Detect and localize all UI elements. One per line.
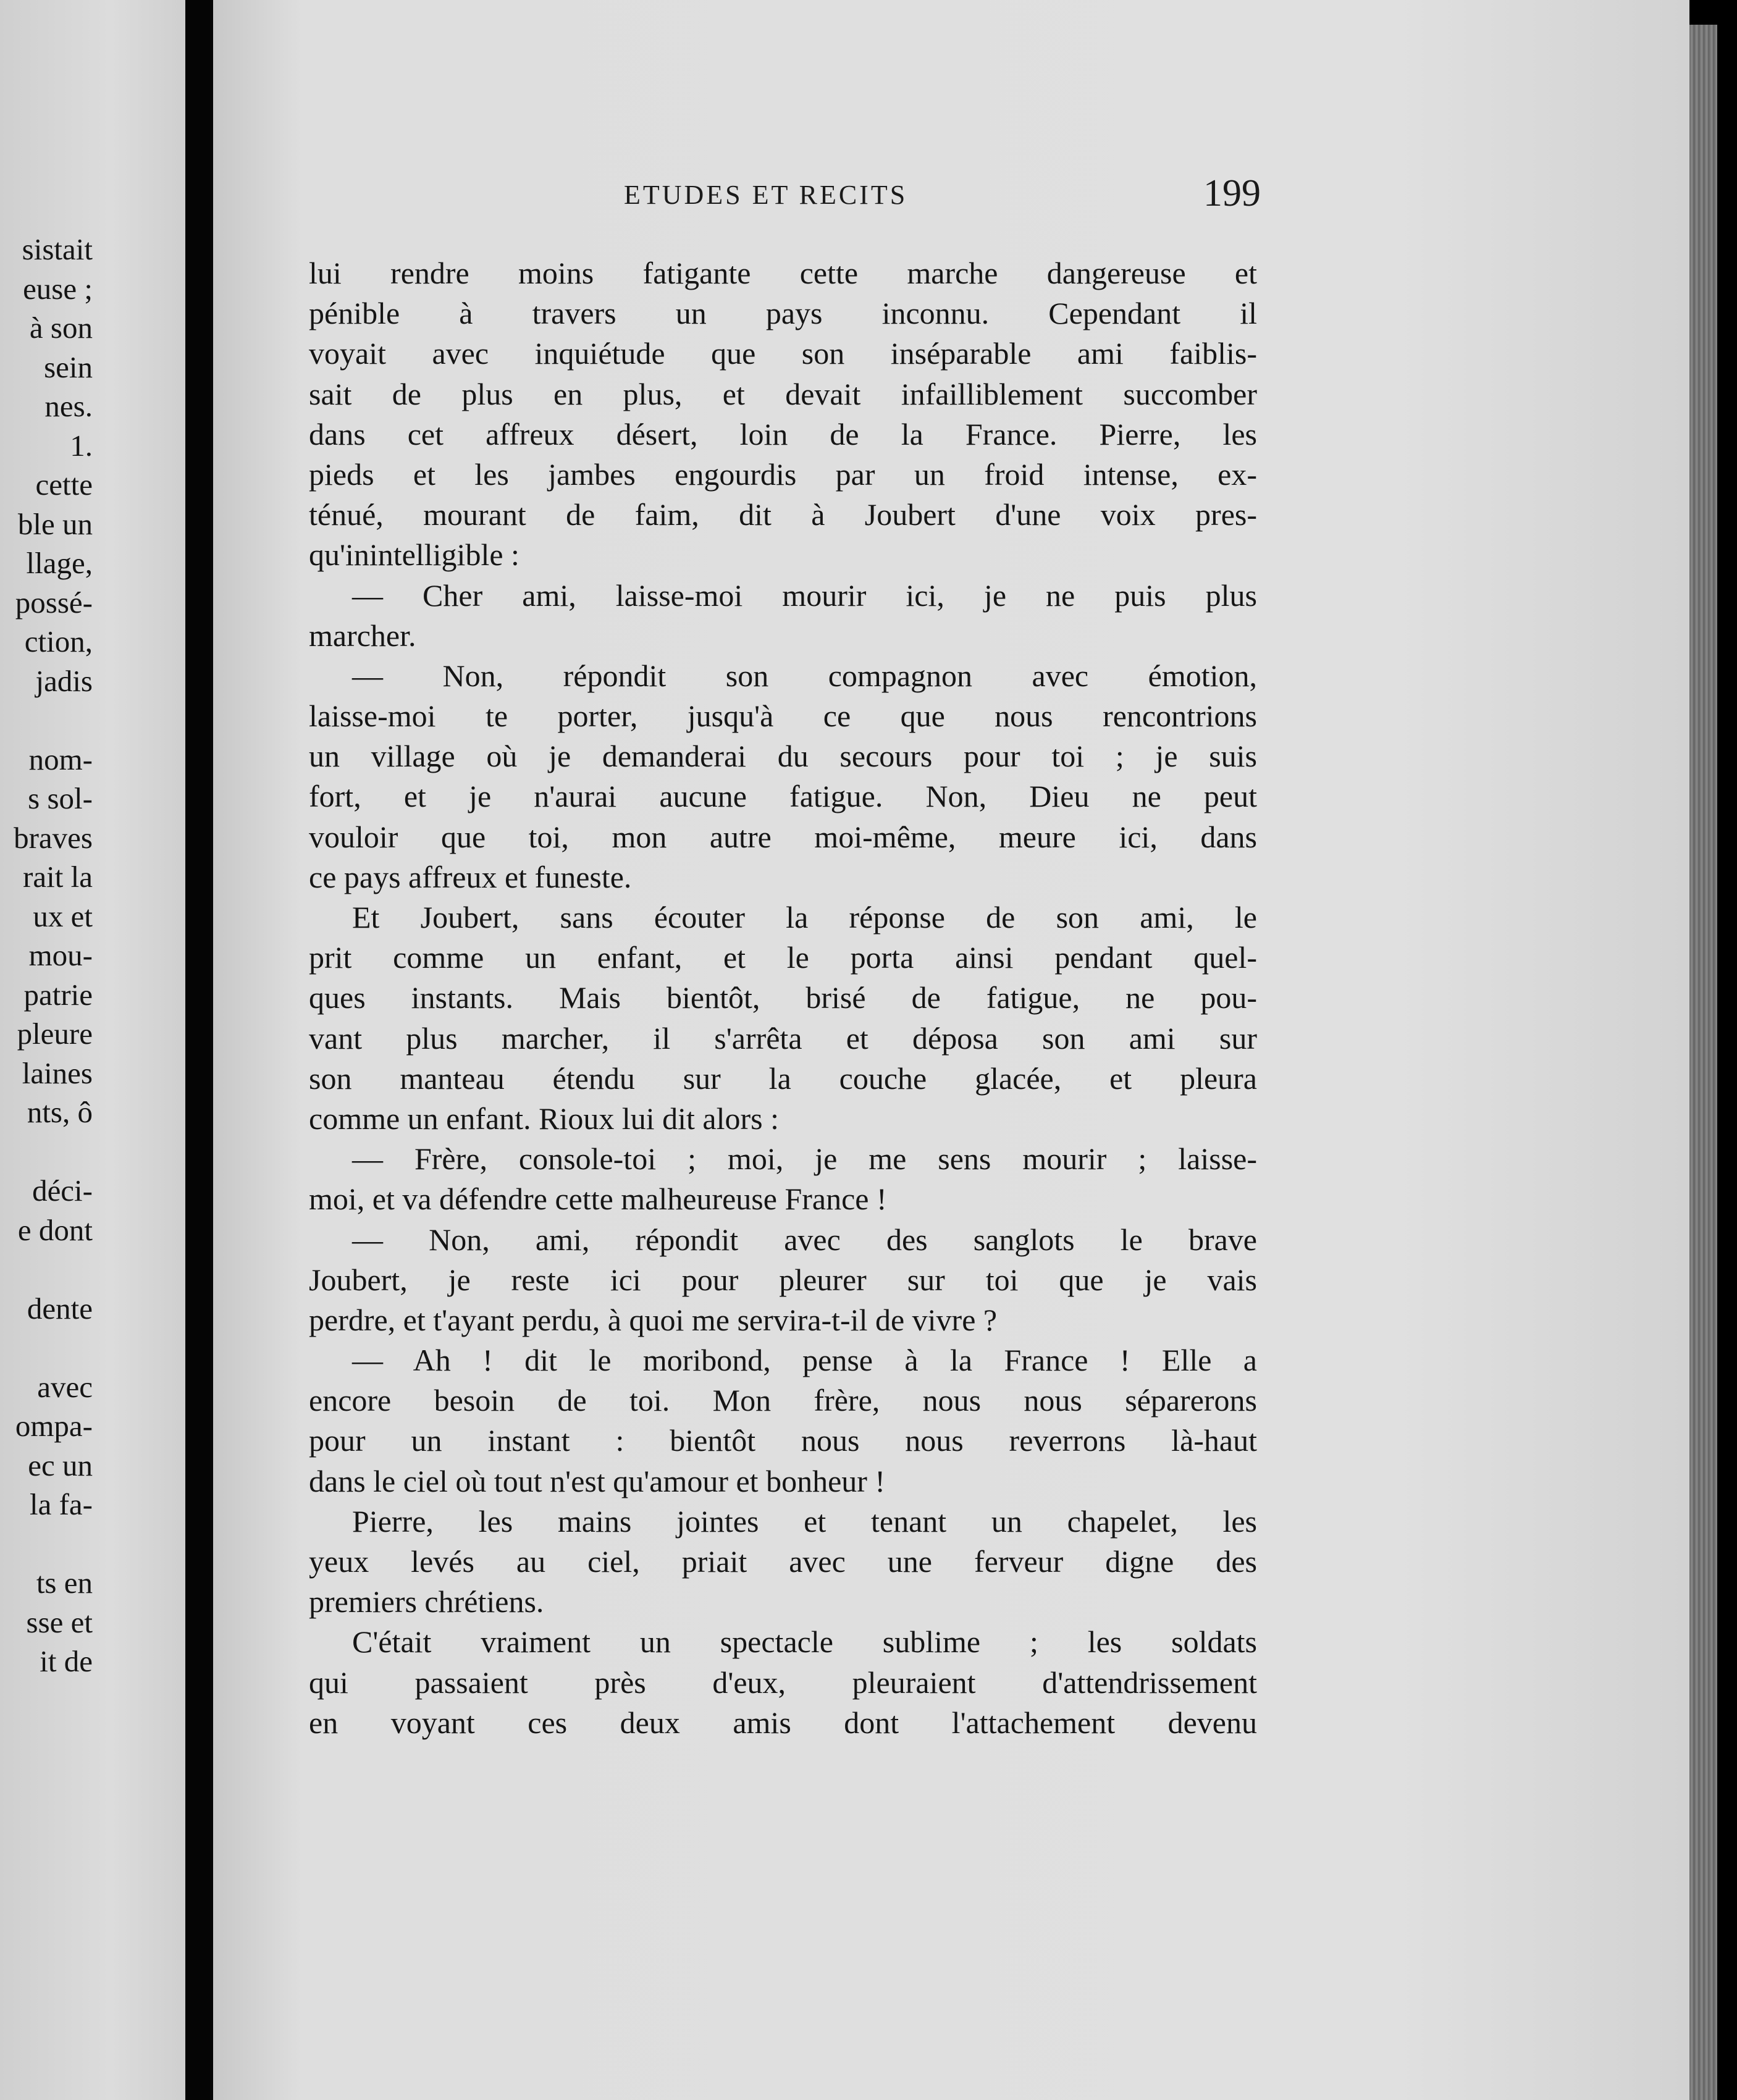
text-line: — Ah ! dit le moribond, pense à la France ! Elle a (352, 1343, 1257, 1378)
left-page-line: ts en (36, 1566, 93, 1600)
text-line: son manteau étendu sur la couche glacée, et pleura (309, 1060, 1257, 1096)
text-line: qui passaient près d'eux, pleuraient d'attendrissement (309, 1665, 1257, 1700)
left-page-line: it de (40, 1644, 93, 1678)
left-page-line: à son (29, 311, 93, 345)
text-line: premiers chrétiens. (309, 1584, 544, 1619)
text-line: dans le ciel où tout n'est qu'amour et bonheur ! (309, 1463, 886, 1498)
left-page-line: laines (22, 1056, 93, 1090)
left-page-line (14, 1524, 93, 1564)
left-page-line: rait la (23, 860, 93, 894)
text-line: fort, et je n'aurai aucune fatigue. Non, Dieu ne peut (309, 779, 1257, 814)
left-page-line: nts, ô (27, 1095, 93, 1129)
left-page-line: euse ; (23, 271, 93, 306)
text-line: C'était vraiment un spectacle sublime ; les soldats (352, 1624, 1257, 1660)
text-line: ce pays affreux et funeste. (309, 859, 632, 894)
text-line: vouloir que toi, mon autre moi-même, meure ici, dans (309, 819, 1257, 854)
left-page-line: déci- (32, 1174, 93, 1208)
left-page-line (14, 1250, 93, 1289)
left-page-line: possé- (15, 585, 93, 620)
left-page-line: ompa- (15, 1409, 93, 1443)
left-page-line: mou- (28, 938, 93, 972)
left-page-line (14, 1132, 93, 1172)
left-page-line: patrie (23, 977, 93, 1012)
left-page-line: la fa- (30, 1487, 93, 1521)
left-page-line: sein (44, 350, 93, 384)
left-page-line: jadis (35, 663, 93, 698)
text-line: — Frère, console-toi ; moi, je me sens mourir ; laisse- (352, 1141, 1257, 1177)
running-head: ETUDES ET RECITS (624, 180, 908, 210)
left-facing-page (0, 0, 185, 2100)
left-page-line: nom- (28, 742, 93, 776)
text-line: laisse-moi te porter, jusqu'à ce que nous rencontrions (309, 699, 1257, 734)
text-line: ques instants. Mais bientôt, brisé de fatigue, ne pou- (309, 980, 1257, 1015)
text-line: comme un enfant. Rioux lui dit alors : (309, 1101, 779, 1136)
text-line: Joubert, je reste ici pour pleurer sur toi que je vais (309, 1262, 1257, 1297)
left-page-line (14, 1328, 93, 1367)
text-line: Pierre, les mains jointes et tenant un chapelet, les (352, 1503, 1257, 1539)
text-line: dans cet affreux désert, loin de la France. Pierre, les (309, 416, 1257, 452)
left-page-line: e dont (17, 1212, 93, 1247)
text-line: en voyant ces deux amis dont l'attachement devenu (309, 1705, 1257, 1740)
left-page-line: 1. (70, 428, 93, 463)
left-page-line: sistait (22, 232, 93, 266)
text-line: qu'inintelligible : (309, 537, 519, 573)
page-body-text (309, 253, 1257, 1743)
left-page-line: ux et (33, 899, 93, 933)
left-page-line: cette (35, 468, 93, 502)
left-page-line: dente (27, 1291, 93, 1325)
left-page-line: pleure (17, 1017, 93, 1051)
text-line: encore besoin de toi. Mon frère, nous nous séparerons (309, 1383, 1257, 1418)
text-line: — Non, répondit son compagnon avec émotion, (352, 658, 1257, 693)
left-page-line (14, 700, 93, 740)
text-line: — Cher ami, laisse-moi mourir ici, je ne puis plus (352, 578, 1257, 613)
text-line: — Non, ami, répondit avec des sanglots le brave (352, 1222, 1257, 1257)
text-line: voyait avec inquiétude que son inséparable ami faiblis- (309, 336, 1257, 371)
left-page-text (14, 230, 93, 1681)
text-line: pieds et les jambes engourdis par un froid intense, ex- (309, 456, 1257, 492)
left-page-line: llage, (26, 546, 93, 580)
text-line: un village où je demanderai du secours pour toi ; je suis (309, 739, 1257, 774)
left-page-line: ction, (24, 624, 93, 658)
page-number: 199 (1203, 172, 1261, 214)
text-line: pour un instant : bientôt nous nous reverrons là-haut (309, 1423, 1257, 1458)
left-page-line: nes. (44, 389, 93, 423)
left-page-line: braves (14, 820, 93, 855)
text-line: vant plus marcher, il s'arrêta et déposa son ami sur (309, 1020, 1257, 1056)
page-edge (1689, 25, 1717, 2100)
text-line: Et Joubert, sans écouter la réponse de son ami, le (352, 900, 1257, 934)
text-line: sait de plus en plus, et devait infailliblement succomber (309, 376, 1257, 411)
text-line: prit comme un enfant, et le porta ainsi pendant quel- (309, 940, 1257, 975)
left-page-line: sse et (26, 1605, 93, 1639)
text-line: marcher. (309, 618, 416, 653)
text-line: pénible à travers un pays inconnu. Cependant il (309, 296, 1257, 331)
book-gutter (185, 0, 213, 2100)
text-line: yeux levés au ciel, priait avec une ferveur digne des (309, 1544, 1257, 1579)
text-line: ténué, mourant de faim, dit à Joubert d'une voix pres- (309, 497, 1257, 532)
left-page-line: ble un (17, 506, 93, 541)
left-page-line: s sol- (28, 781, 93, 815)
text-line: perdre, et t'ayant perdu, à quoi me servira-t-il de vivre ? (309, 1302, 998, 1337)
text-line: lui rendre moins fatigante cette marche dangereuse et (309, 256, 1257, 290)
left-page-line: ec un (28, 1448, 93, 1482)
left-page-line: avec (37, 1369, 93, 1404)
text-line: moi, et va défendre cette malheureuse France ! (309, 1182, 887, 1217)
